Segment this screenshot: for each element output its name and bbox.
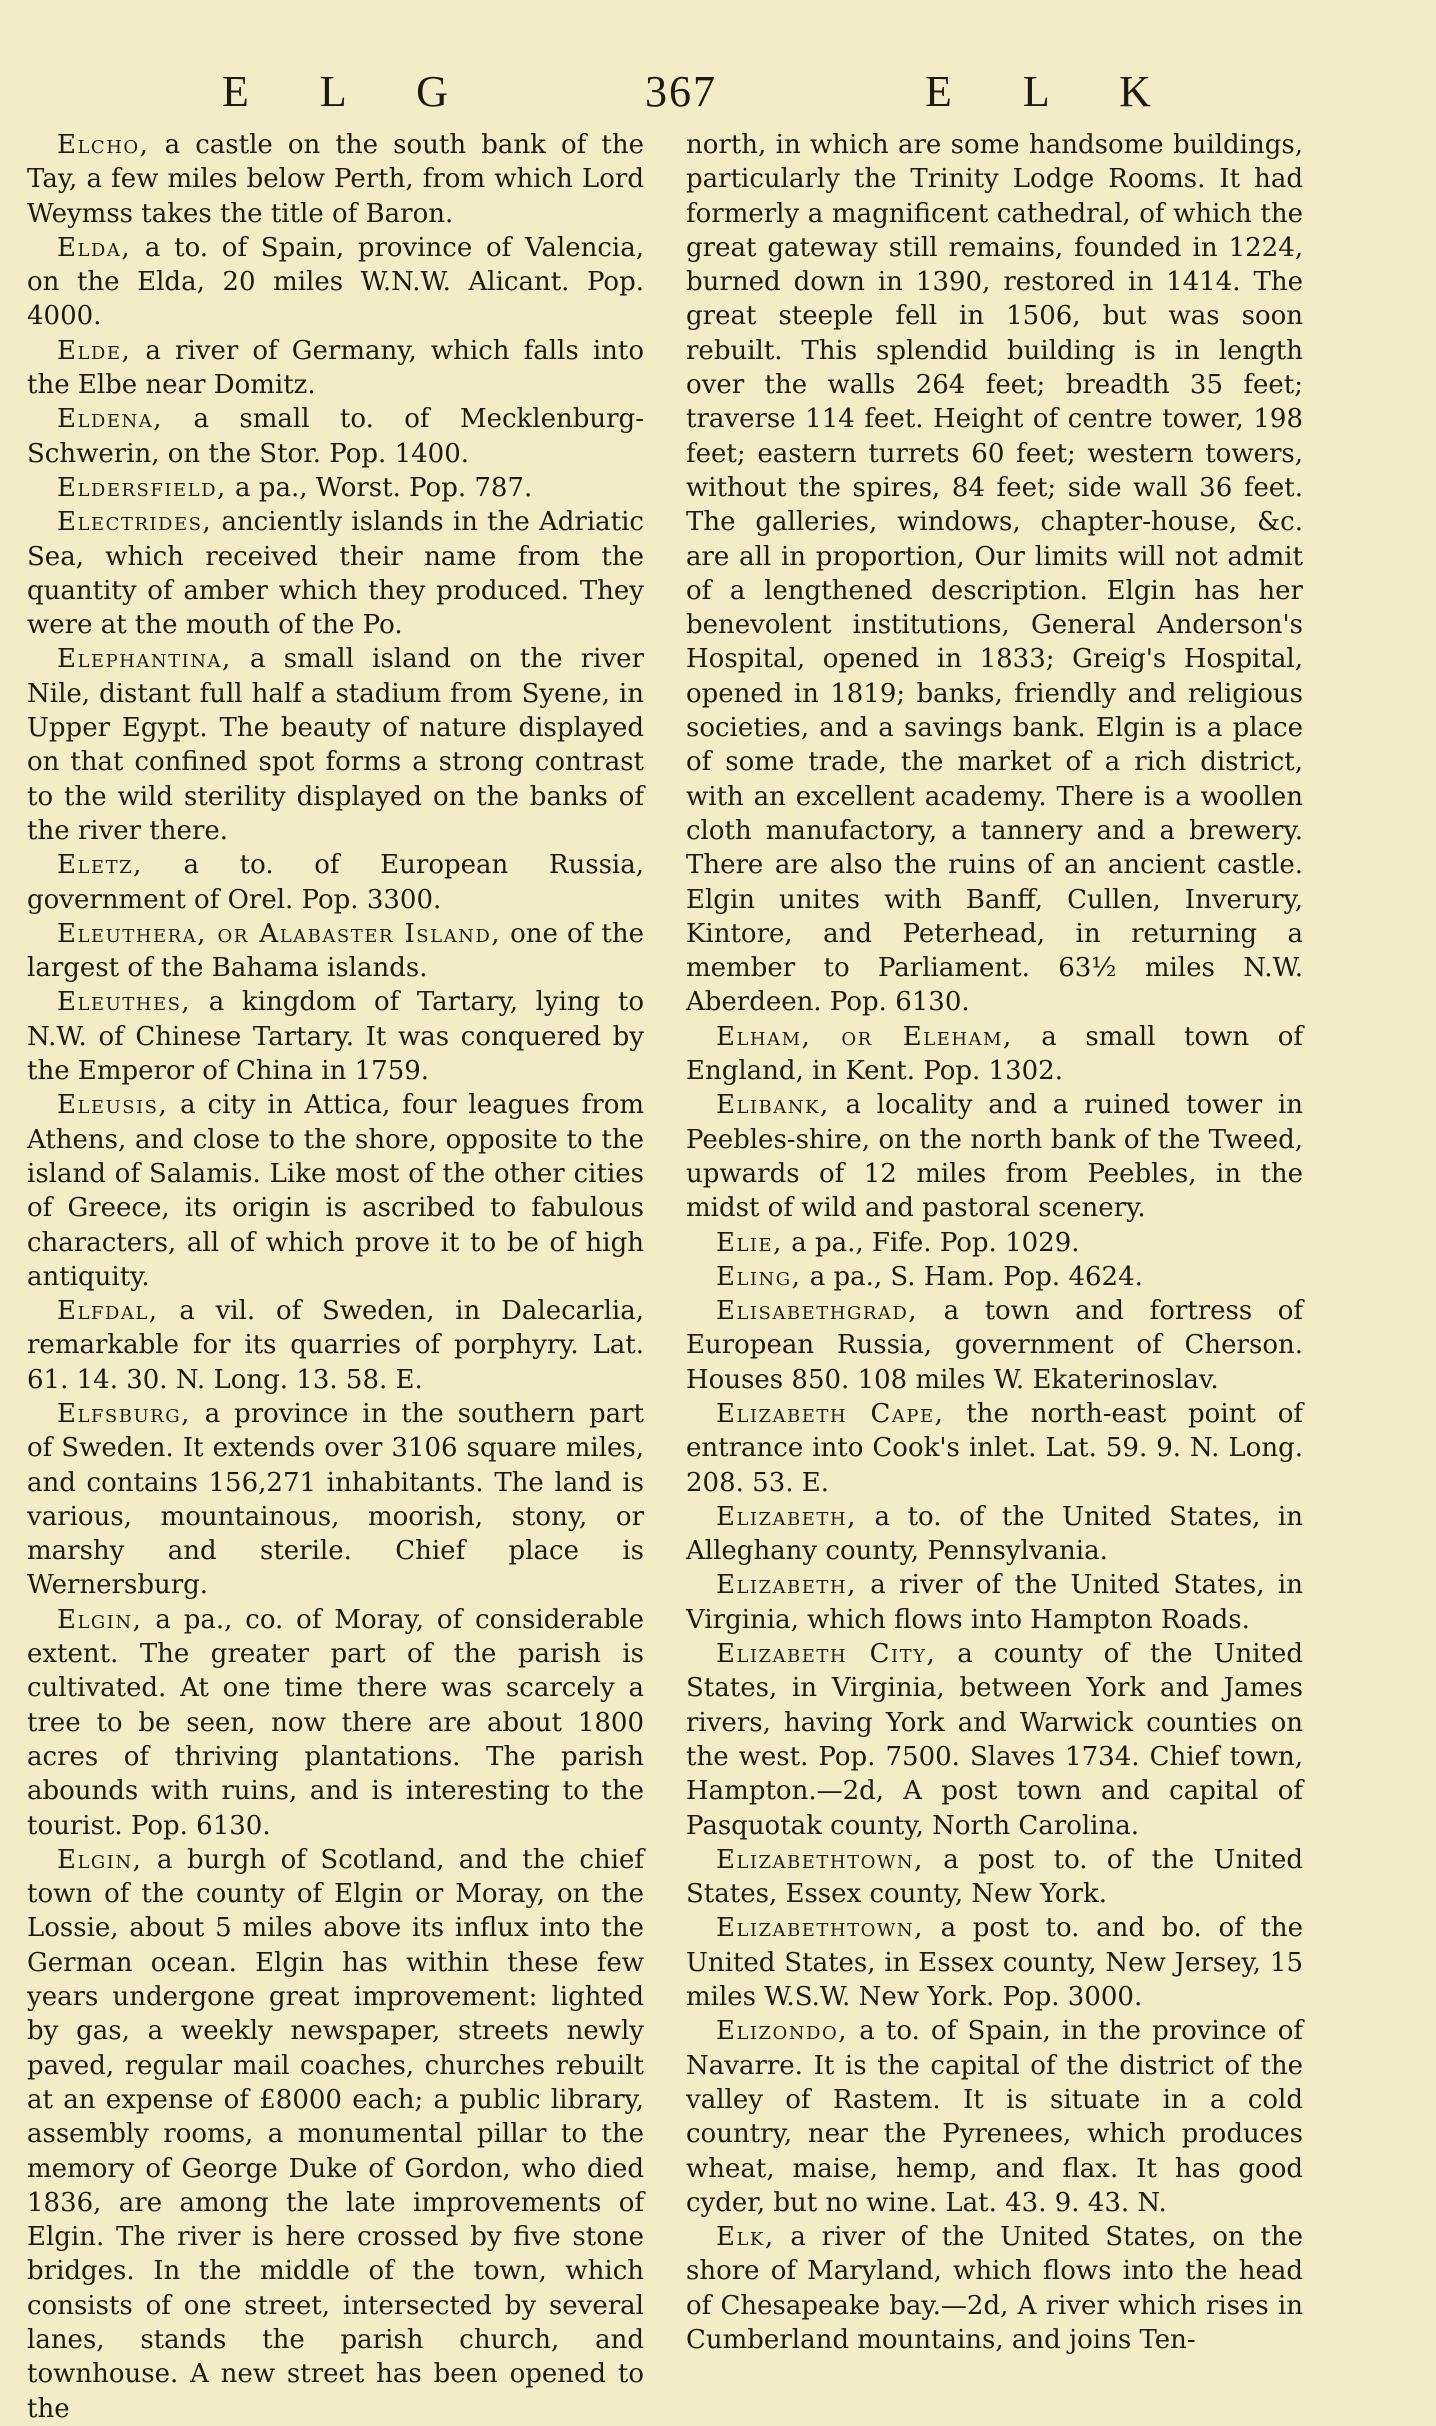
gazetteer-entry	[27, 642, 644, 848]
entry-text: a pa., co. of Moray, of considerable extent. The greater part of the parish is cultivated. At one time there was scarcely a tree to be seen, now there are about 1800 acres of thriving plantations. The parish abounds with ruins, and is interesting to the tourist. Pop. 6130.	[27, 1604, 644, 1841]
gazetteer-entry	[686, 2014, 1303, 2220]
entry-headword: Electrides,	[57, 507, 213, 538]
entry-text: north, in which are some handsome buildings, particularly the Trinity Lodge Rooms. It had formerly a magnificent cathedral, of which the great gateway still remains, founded in 1224, burned down in 1390, restored in 1414. The great steeple fell in 1506, but was soon rebuilt. This splendid building is in length over the walls 264 feet; breadth 35 feet; traverse 114 feet. Height of centre tower, 198 feet; eastern turrets 60 feet; western towers, without the spires, 84 feet; side wall 36 feet. The galleries, windows, chapter-house, &c. are all in proportion, Our limits will not admit of a lengthened description. Elgin has her benevolent institutions, General Anderson's Hospital, opened in 1833; Greig's Hospital, opened in 1819; banks, friendly and religious societies, and a savings bank. Elgin is a place of some trade, the market of a rich district, with an excellent academy. There is a woollen cloth manufactory, a tannery and a brewery. There are also the ruins of an ancient castle. Elgin unites with Banff, Cullen, Inverury, Kintore, and Peterhead, in returning a member to Parliament. 63½ miles N.W. Aberdeen. Pop. 6130.	[686, 130, 1303, 1018]
entry-headword: Elie,	[716, 1227, 783, 1258]
entry-text: the north-east point of entrance into Cook's inlet. Lat. 59. 9. N. Long. 208. 53. E.	[686, 1398, 1303, 1498]
gazetteer-entry	[27, 334, 644, 403]
entry-text: a kingdom of Tartary, lying to N.W. of Chinese Tartary. It was conquered by the Emperor of China in 1759.	[27, 987, 644, 1087]
gazetteer-entry	[27, 471, 644, 505]
left-column	[27, 128, 644, 2426]
entry-headword: Eleuthes,	[57, 987, 192, 1018]
entry-headword: Elisabethgrad,	[716, 1296, 919, 1327]
entry-headword: Elizondo,	[716, 2016, 849, 2047]
entry-headword: Eleuthera, or Alabaster Island,	[57, 918, 502, 949]
gazetteer-entry	[686, 1500, 1303, 1569]
gazetteer-entry	[686, 1088, 1303, 1225]
entry-text: a post to. and bo. of the United States, in Essex county, New Jersey, 15 miles W.S.W. New York. Pop. 3000.	[686, 1913, 1303, 2013]
entry-text: a province in the southern part of Sweden. It extends over 3106 square miles, and contains 156,271 inhabitants. The land is various, mountainous, moorish, stony, or marshy and sterile. Chief place is Wernersburg.	[27, 1398, 644, 1601]
right-column	[686, 128, 1303, 2357]
gazetteer-entry	[686, 1568, 1303, 1637]
gazetteer-entry	[686, 128, 1303, 1020]
entry-text: a small to. of Mecklenburg-Schwerin, on the Stor. Pop. 1400.	[27, 404, 644, 469]
entry-headword: Elizabethtown,	[716, 1913, 924, 1944]
entry-text: a pa., S. Ham. Pop. 4624.	[801, 1261, 1143, 1292]
gazetteer-entry	[27, 402, 644, 471]
entry-headword: Elde,	[57, 335, 132, 366]
entry-text: a small town of England, in Kent. Pop. 1302.	[686, 1021, 1303, 1087]
entry-headword: Eldena,	[57, 404, 164, 435]
gazetteer-entry	[27, 128, 644, 231]
entry-headword: Elgin,	[57, 1844, 143, 1875]
entry-headword: Elizabeth,	[716, 1570, 857, 1601]
gazetteer-entry	[27, 917, 644, 986]
gazetteer-entry	[686, 1397, 1303, 1500]
entry-text: a vil. of Sweden, in Dalecarlia, remarkable for its quarries of porphyry. Lat. 61. 14. 30. N. Long. 13. 58. E.	[27, 1296, 644, 1395]
entry-headword: Elephantina,	[57, 644, 232, 675]
entry-headword: Elibank,	[716, 1090, 830, 1121]
entry-text: a to. of the United States, in Alleghany county, Pennsylvania.	[686, 1501, 1303, 1567]
entry-headword: Elcho,	[57, 130, 150, 160]
entry-text: a pa., Worst. Pop. 787.	[226, 472, 533, 503]
gazetteer-entry	[686, 1226, 1303, 1260]
entry-headword: Elizabeth City,	[716, 1639, 937, 1670]
gazetteer-entry	[686, 1294, 1303, 1397]
gazetteer-entry	[27, 1088, 644, 1294]
gazetteer-entry	[27, 1603, 644, 1843]
entry-text: a burgh of Scotland, and the chief town of the county of Elgin or Moray, on the Lossie, about 5 miles above its influx into the German ocean. Elgin has within these few years undergone great improvement: lighted by gas, a weekly newspaper, streets newly paved, regular mail coaches, churches rebuilt at an expense of £8000 each; a public library, assembly rooms, a monumental pillar to the memory of George Duke of Gordon, who died 1836, are among the late improvements of Elgin. The river is here crossed by five stone bridges. In the middle of the town, which consists of one street, intersected by several lanes, stands the parish church, and townhouse. A new street has been opened to the	[27, 1844, 644, 2424]
gazetteer-entry	[686, 1843, 1303, 1912]
entry-headword: Elgin,	[57, 1604, 143, 1635]
entry-headword: Elfdal,	[57, 1296, 159, 1327]
entry-text: a river of the United States, in Virginia, which flows into Hampton Roads.	[686, 1570, 1303, 1635]
entry-text: a castle on the south bank of the Tay, a few miles below Perth, from which Lord Weymss takes the title of Baron.	[27, 130, 644, 229]
entry-text: a county of the United States, in Virginia, between York and James rivers, having York and Warwick counties on the west. Pop. 7500. Slaves 1734. Chief town, Hampton.—2d, A post town and capital of Pasquotak county, North Carolina.	[686, 1639, 1303, 1841]
entry-headword: Elda,	[57, 232, 132, 263]
gazetteer-entry	[686, 1020, 1303, 1089]
gazetteer-entry	[686, 2220, 1303, 2357]
gazetteer-entry	[27, 231, 644, 334]
gazetteer-entry	[27, 1843, 644, 2426]
entry-text: one of the largest of the Bahama islands.	[27, 918, 644, 984]
entry-headword: Eleusis,	[57, 1090, 169, 1121]
entry-text: a river of the United States, on the shore of Maryland, which flows into the head of Chesapeake bay.—2d, A river which rises in Cumberland mountains, and joins Ten-	[686, 2222, 1303, 2355]
entry-headword: Elfsburg,	[57, 1398, 191, 1429]
entry-headword: Eletz,	[57, 850, 143, 881]
entry-text: anciently islands in the Adriatic Sea, which received their name from the quantity of amber which they produced. They were at the mouth of the Po.	[27, 507, 644, 641]
gazetteer-entry	[686, 1637, 1303, 1843]
gazetteer-entry	[27, 1294, 644, 1397]
entry-headword: Elk,	[716, 2222, 775, 2253]
entry-text: a to. of European Russia, government of Orel. Pop. 3300.	[27, 850, 644, 915]
entry-headword: Eling,	[716, 1261, 802, 1292]
entry-headword: Elizabeth,	[716, 1501, 857, 1532]
entry-headword: Elizabethtown,	[716, 1844, 924, 1875]
entry-headword: Eldersfield,	[57, 472, 227, 503]
page-number: 367	[645, 67, 717, 116]
running-header	[0, 66, 1436, 126]
entry-text: a small island on the river Nile, distant full half a stadium from Syene, in Upper Egypt. The beauty of nature displayed on that confined spot forms a strong contrast to the wild sterility displayed on the banks of the river there.	[27, 644, 644, 846]
header-right: E L K	[925, 67, 1181, 116]
entry-headword: Elizabeth Cape,	[716, 1398, 945, 1429]
gazetteer-entry	[686, 1260, 1303, 1294]
entry-text: a pa., Fife. Pop. 1029.	[782, 1227, 1080, 1258]
entry-text: a town and fortress of European Russia, government of Cherson. Houses 850. 108 miles W. Ekaterinoslav.	[686, 1296, 1303, 1395]
header-left: E L G	[222, 67, 478, 116]
entry-text: a to. of Spain, in the province of Navarre. It is the capital of the district of the valley of Rastem. It is situate in a cold country, near the Pyrenees, which produces wheat, maise, hemp, and flax. It has good cyder, but no wine. Lat. 43. 9. 43. N.	[686, 2016, 1303, 2218]
gazetteer-entry	[27, 985, 644, 1088]
entry-text: a post to. of the United States, Essex county, New York.	[686, 1844, 1303, 1910]
entry-text: a to. of Spain, province of Valencia, on the Elda, 20 miles W.N.W. Alicant. Pop. 4000.	[27, 232, 644, 332]
entry-headword: Elham, or Eleham,	[716, 1021, 1013, 1052]
entry-text: a locality and a ruined tower in Peebles-shire, on the north bank of the Tweed, upwards of 12 miles from Peebles, in the midst of wild and pastoral scenery.	[686, 1090, 1303, 1224]
gazetteer-entry	[27, 505, 644, 642]
gazetteer-entry	[27, 1397, 644, 1603]
gazetteer-entry	[686, 1911, 1303, 2014]
entry-text: a river of Germany, which falls into the Elbe near Domitz.	[27, 335, 644, 401]
entry-text: a city in Attica, four leagues from Athens, and close to the shore, opposite to the island of Salamis. Like most of the other cities of Greece, its origin is ascribed to fabulous characters, all of which prove it to be of high antiquity.	[27, 1090, 644, 1292]
gazetteer-entry	[27, 848, 644, 917]
